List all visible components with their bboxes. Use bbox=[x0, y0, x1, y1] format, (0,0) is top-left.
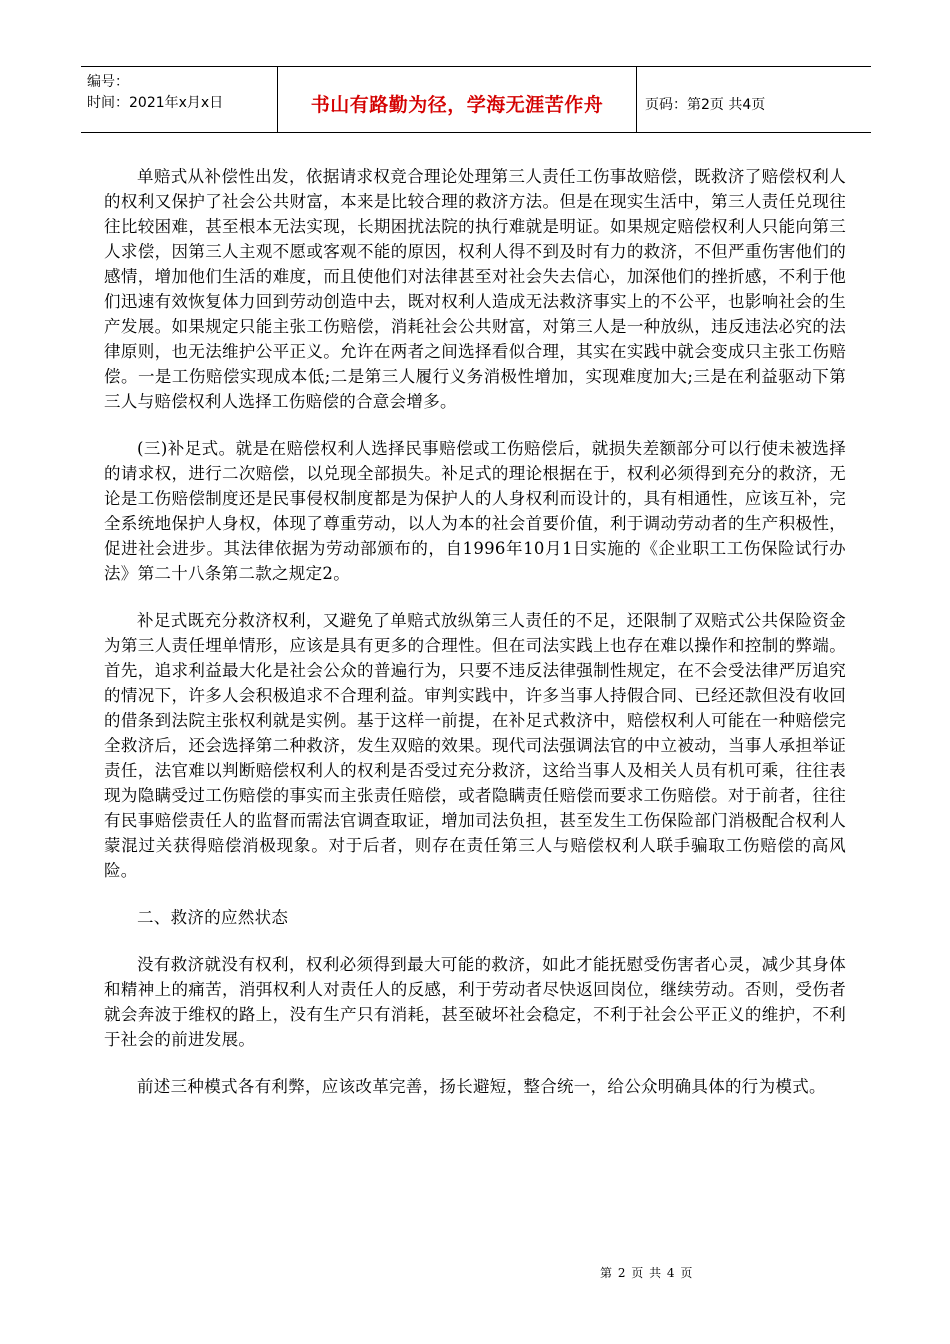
date-label: 时间：2021年x月x日 bbox=[87, 95, 224, 111]
serial-number-label: 编号： bbox=[87, 74, 129, 90]
header-motto: 书山有路勤为径，学海无涯苦作舟 bbox=[310, 94, 604, 116]
header-page-info: 页码：第2页 共4页 bbox=[645, 96, 766, 113]
paragraph: (三)补足式。就是在赔偿权利人选择民事赔偿或工伤赔偿后，就损失差额部分可以行使未被选择的请求权，进行二次赔偿，以兑现全部损失。补足式的理论根据在于，权利必须得到充分的救济，无论是工伤赔偿制度还是民事侵权制度都是为保护人的人身权利而设计的，具有相通性，应该互补，完全系统地保护人身权，体现了尊重劳动，以人为本的社会首要价值，利于调动劳动者的生产积极性，促进社会进步。其法律依据为劳动部颁布的，自1996年10月1日实施的《企业职工工伤保险试行办法》第二十八条第二款之规定2。 bbox=[104, 439, 846, 583]
header-page-info-cell bbox=[637, 67, 871, 132]
paragraph: 前述三种模式各有利弊，应该改革完善，扬长避短，整合统一，给公众明确具体的行为模式。 bbox=[137, 1077, 826, 1096]
document-body bbox=[104, 164, 846, 1121]
header-meta bbox=[81, 67, 277, 132]
paragraph: 补足式既充分救济权利，又避免了单赔式放纵第三人责任的不足，还限制了双赔式公共保险资金为第三人责任埋单情形，应该是具有更多的合理性。但在司法实践上也存在难以操作和控制的弊端。首先，追求利益最大化是社会公众的普遍行为，只要不违反法律强制性规定，在不会受法律严厉追究的情况下，许多人会积极追求不合理利益。审判实践中，许多当事人持假合同、已经还款但没有收回的借条到法院主张权利就是实例。基于这样一前提，在补足式救济中，赔偿权利人可能在一种赔偿完全救济后，还会选择第二种救济，发生双赔的效果。现代司法强调法官的中立被动，当事人承担举证责任，法官难以判断赔偿权利人的权利是否受过充分救济，这给当事人及相关人员有机可乘，往往表现为隐瞒受过工伤赔偿的事实而主张责任赔偿，或者隐瞒责任赔偿而要求工伤赔偿。对于前者，往往有民事赔偿责任人的监督而需法官调查取证，增加司法负担，甚至发生工伤保险部门消极配合权利人蒙混过关获得赔偿消极现象。对于后者，则存在责任第三人与赔偿权利人联手骗取工伤赔偿的高风险。 bbox=[104, 611, 846, 880]
document-header bbox=[81, 66, 871, 133]
header-motto-cell bbox=[277, 67, 637, 132]
section-heading: 二、救济的应然状态 bbox=[137, 908, 289, 927]
page-footer: 第 2 页 共 4 页 bbox=[600, 1266, 694, 1280]
paragraph: 没有救济就没有权利，权利必须得到最大可能的救济，如此才能抚慰受伤害者心灵，减少其身体和精神上的痛苦，消弭权利人对责任人的反感，利于劳动者尽快返回岗位，继续劳动。否则，受伤者就会奔波于维权的路上，没有生产只有消耗，甚至破坏社会稳定，不利于社会公平正义的维护，不利于社会的前进发展。 bbox=[104, 955, 846, 1049]
paragraph: 单赔式从补偿性出发，依据请求权竞合理论处理第三人责任工伤事故赔偿，既救济了赔偿权利人的权利又保护了社会公共财富，本来是比较合理的救济方法。但是在现实生活中，第三人责任兑现往往比较困难，甚至根本无法实现，长期困扰法院的执行难就是明证。如果规定赔偿权利人只能向第三人求偿，因第三人主观不愿或客观不能的原因，权利人得不到及时有力的救济，不但严重伤害他们的感情，增加他们生活的难度，而且使他们对法律甚至对社会失去信心，加深他们的挫折感，不利于他们迅速有效恢复体力回到劳动创造中去，既对权利人造成无法救济事实上的不公平，也影响社会的生产发展。如果规定只能主张工伤赔偿，消耗社会公共财富，对第三人是一种放纵，违反违法必究的法律原则，也无法维护公平正义。允许在两者之间选择看似合理，其实在实践中就会变成只主张工伤赔偿。一是工伤赔偿实现成本低;二是第三人履行义务消极性增加，实现难度加大;三是在利益驱动下第三人与赔偿权利人选择工伤赔偿的合意会增多。 bbox=[104, 167, 846, 411]
